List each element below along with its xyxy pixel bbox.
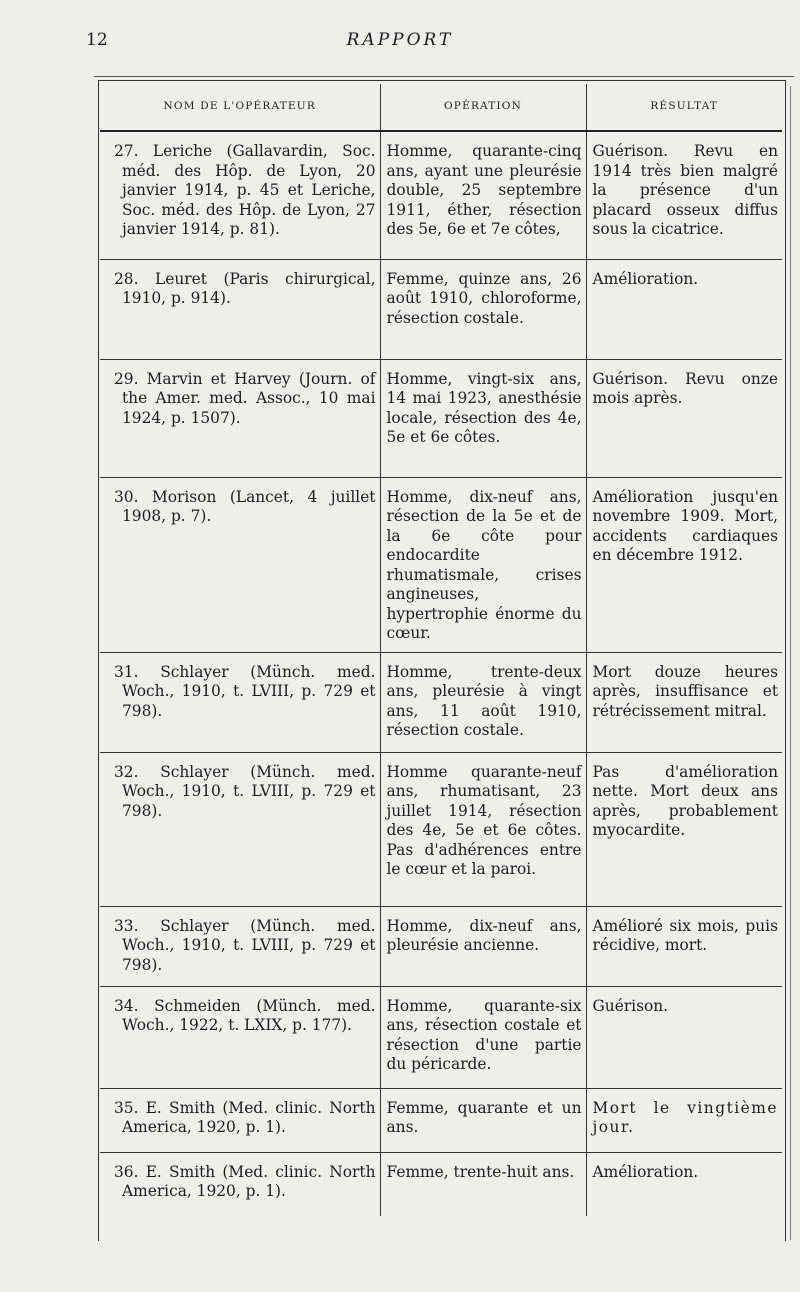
operator-cell: 28. Leuret (Paris chirurgical, 1910, p. 914). [100, 259, 380, 359]
table-row [100, 359, 782, 477]
table-row [100, 986, 782, 1088]
operation-cell: Homme, dix-neuf ans, résection de la 5e et de la 6e côte pour endocardite rhumatismale, crises angineuses, hypertrophie énorme du cœur. [380, 477, 586, 652]
operation-cell: Homme quarante-neuf ans, rhumatisant, 23 juillet 1914, résection des 4e, 5e et 6e côtes. Pas d'adhérences entre le cœur et la paroi. [380, 752, 586, 906]
table-row [100, 1088, 782, 1152]
operator-cell: 35. E. Smith (Med. clinic. North America, 1920, p. 1). [100, 1088, 380, 1152]
operation-cell: Homme, quarante-six ans, résection costale et résection d'une partie du péricarde. [380, 986, 586, 1088]
operation-cell: Femme, quinze ans, 26 août 1910, chloroforme, résection costale. [380, 259, 586, 359]
running-title: RAPPORT [346, 30, 454, 50]
margin-rule [790, 86, 791, 1240]
column-header-operation: OPÉRATION [380, 84, 586, 131]
operation-cell: Homme, quarante-cinq ans, ayant une pleurésie double, 25 septembre 1911, éther, résection des 5e, 6e et 7e côtes, [380, 131, 586, 259]
result-cell: Mort le vingtième jour. [586, 1088, 782, 1152]
cases-table [100, 84, 782, 1216]
result-cell: Guérison. Revu onze mois après. [586, 359, 782, 477]
table-row [100, 259, 782, 359]
table-header-row [100, 84, 782, 131]
outer-rule [94, 76, 794, 79]
result-cell: Amélioration. [586, 259, 782, 359]
page-number: 12 [86, 30, 108, 50]
operator-cell: 36. E. Smith (Med. clinic. North America, 1920, p. 1). [114, 1162, 376, 1200]
operation-cell: Homme, vingt-six ans, 14 mai 1923, anesthésie locale, résection des 4e, 5e et 6e côtes. [380, 359, 586, 477]
result-cell: Amélioré six mois, puis récidive, mort. [586, 906, 782, 986]
operation-cell: Femme, quarante et un ans. [380, 1088, 586, 1152]
operation-cell: Femme, trente-huit ans. [380, 1152, 586, 1216]
operator-cell: 27. Leriche (Gallavardin, Soc. méd. des Hôp. de Lyon, 20 janvier 1914, p. 45 et Leriche, Soc. méd. des Hôp. de Lyon, 27 janvier 1914, p. 81). [100, 131, 380, 259]
result-cell: Guérison. Revu en 1914 très bien malgré la présence d'un placard osseux diffus sous la cicatrice. [586, 131, 782, 259]
result-cell: Amélioration. [586, 1152, 782, 1216]
operator-cell: 32. Schlayer (Münch. med. Woch., 1910, t. LVIII, p. 729 et 798). [100, 752, 380, 906]
operator-cell: 34. Schmeiden (Münch. med. Woch., 1922, t. LXIX, p. 177). [100, 986, 380, 1088]
table-row [100, 652, 782, 752]
operator-cell: 30. Morison (Lancet, 4 juillet 1908, p. 7). [100, 477, 380, 652]
operation-cell: Homme, trente-deux ans, pleurésie à vingt ans, 11 août 1910, résection costale. [380, 652, 586, 752]
result-cell: Pas d'amélioration nette. Mort deux ans après, probablement myocardite. [586, 752, 782, 906]
column-header-operator: NOM DE L'OPÉRATEUR [100, 84, 380, 131]
column-header-result: RÉSULTAT [586, 84, 782, 131]
result-cell: Amélioration jusqu'en novembre 1909. Mort, accidents cardiaques en décembre 1912. [586, 477, 782, 652]
operator-cell: 29. Marvin et Harvey (Journ. of the Amer. med. Assoc., 10 mai 1924, p. 1507). [100, 359, 380, 477]
table-row [100, 131, 782, 259]
result-cell: Mort douze heures après, insuffisance et rétrécissement mitral. [586, 652, 782, 752]
result-cell: Guérison. [586, 986, 782, 1088]
table-row [100, 477, 782, 652]
operation-cell: Homme, dix-neuf ans, pleurésie ancienne. [380, 906, 586, 986]
table-row [100, 906, 782, 986]
operator-cell: 31. Schlayer (Münch. med. Woch., 1910, t. LVIII, p. 729 et 798). [100, 652, 380, 752]
table-row [100, 1152, 782, 1216]
operator-cell: 33. Schlayer (Münch. med. Woch., 1910, t. LVIII, p. 729 et 798). [100, 906, 380, 986]
table-row [100, 752, 782, 906]
